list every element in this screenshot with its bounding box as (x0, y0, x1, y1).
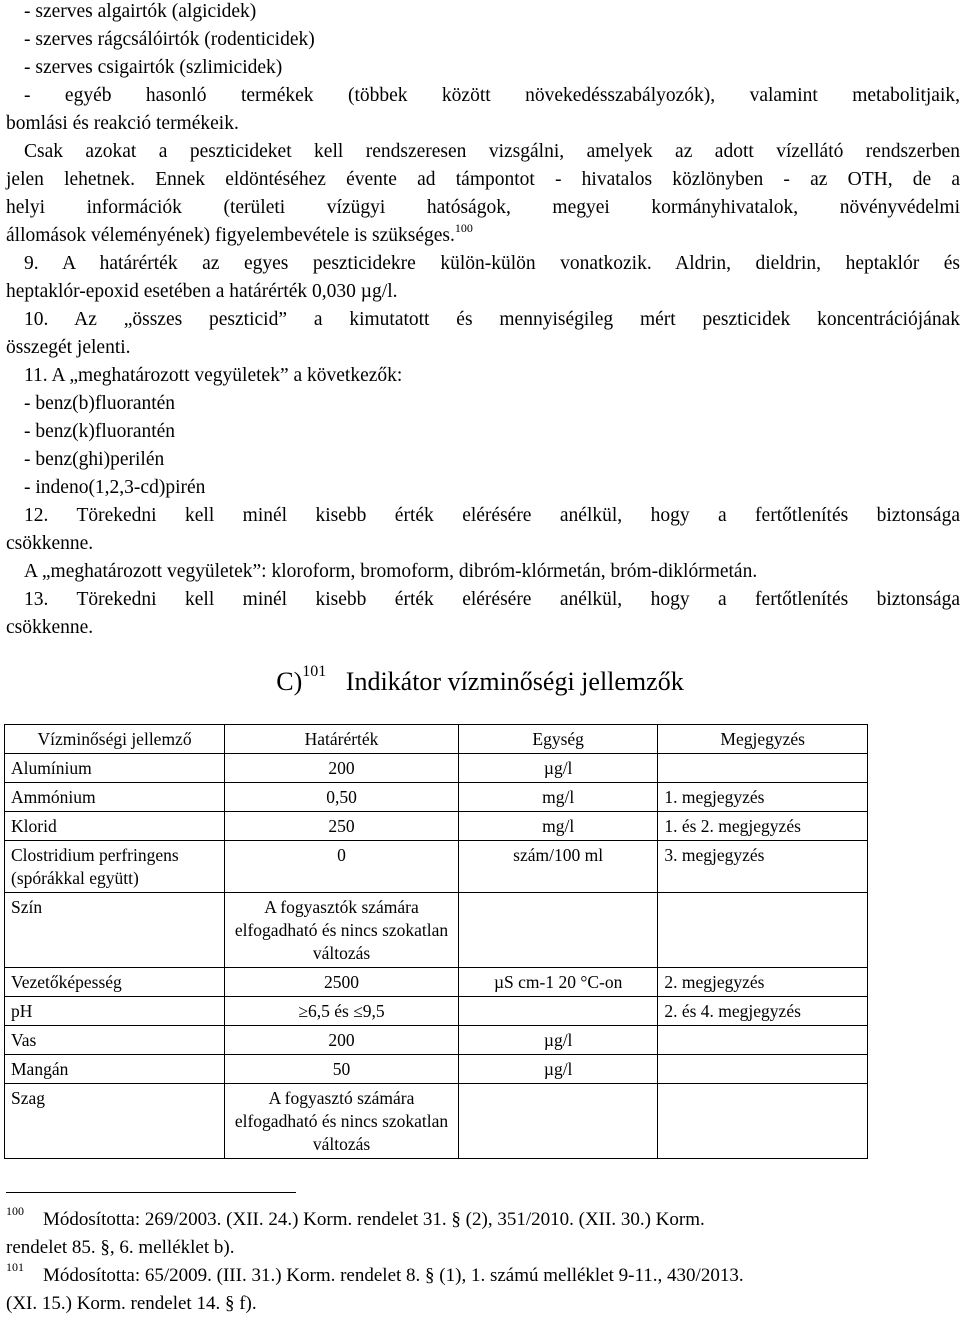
text-line: - benz(k)fluorantén (24, 421, 176, 442)
table-cell: 0,50 (225, 783, 459, 812)
table-cell: mg/l (458, 812, 657, 841)
table-cell: A fogyasztók számára elfogadható és nincs szokatlan változás (225, 893, 459, 968)
table-cell: 1. megjegyzés (658, 783, 868, 812)
table-header-cell: Határérték (225, 725, 459, 754)
table-cell: A fogyasztó számára elfogadható és nincs szokatlan változás (225, 1084, 459, 1159)
footnote-100 (6, 1206, 956, 1234)
table-cell: Vezetőképesség (5, 968, 225, 997)
table-cell (658, 1084, 868, 1159)
text-line: Csak azokat a peszticideket kell rendszeresen vizsgálni, amelyek az adott vízellátó rendszerben (24, 141, 960, 162)
table-cell: szám/100 ml (458, 841, 657, 893)
table-cell: 200 (225, 754, 459, 783)
section-heading (0, 662, 960, 702)
table-cell: Alumínium (5, 754, 225, 783)
table-cell: ≥6,5 és ≤9,5 (225, 997, 459, 1026)
text-line: 9. A határérték az egyes peszticidekre külön-külön vonatkozik. Aldrin, dieldrin, heptaklór és (24, 253, 960, 274)
table-cell: 50 (225, 1055, 459, 1084)
table-header-row (5, 725, 868, 754)
table-cell: µg/l (458, 1026, 657, 1055)
text-line: 11. A „meghatározott vegyületek” a következők: (24, 365, 403, 386)
footnote-divider (6, 1192, 296, 1193)
footnote-ref[interactable]: 100 (454, 221, 473, 235)
table-cell (658, 754, 868, 783)
table-row (5, 754, 868, 783)
heading-footnote-ref[interactable]: 101 (302, 663, 327, 680)
indicator-table (4, 724, 868, 1159)
table-cell (458, 1084, 657, 1159)
table-row (5, 1026, 868, 1055)
table-cell: Klorid (5, 812, 225, 841)
table-cell (658, 893, 868, 968)
heading-prefix: C) (276, 667, 303, 696)
table-cell: 2. és 4. megjegyzés (658, 997, 868, 1026)
table-cell: Szín (5, 893, 225, 968)
text-line: 12. Törekedni kell minél kisebb érték elérésére anélkül, hogy a fertőtlenítés biztonsága (24, 505, 960, 526)
text-line: helyi információk (területi vízügyi hatóságok, megyei kormányhivatalok, növényvédelmi (6, 197, 960, 218)
text-line: összegét jelenti. (6, 337, 131, 358)
table-cell (458, 893, 657, 968)
table-cell (458, 997, 657, 1026)
table-cell: Clostridium perfringens (spórákkal együtt) (5, 841, 225, 893)
table-cell: 200 (225, 1026, 459, 1055)
table-cell (658, 1055, 868, 1084)
table-cell: µg/l (458, 1055, 657, 1084)
footnote-101 (6, 1262, 956, 1290)
table-cell: Vas (5, 1026, 225, 1055)
table-row (5, 997, 868, 1026)
table-row (5, 893, 868, 968)
table-cell: 1. és 2. megjegyzés (658, 812, 868, 841)
table-cell: µS cm-1 20 °C-on (458, 968, 657, 997)
text-line: - szerves csigairtók (szlimicidek) (24, 57, 283, 78)
table-cell: µg/l (458, 754, 657, 783)
table-row (5, 841, 868, 893)
table-cell: 0 (225, 841, 459, 893)
table-cell: 2500 (225, 968, 459, 997)
text-line: - indeno(1,2,3-cd)pirén (24, 477, 206, 498)
heading-title: Indikátor vízminőségi jellemzők (345, 667, 684, 696)
table-header-cell: Vízminőségi jellemző (5, 725, 225, 754)
table-cell (658, 1026, 868, 1055)
table-cell: mg/l (458, 783, 657, 812)
table-header-cell: Megjegyzés (658, 725, 868, 754)
text-line: bomlási és reakció termékeik. (6, 113, 239, 134)
table-cell: Szag (5, 1084, 225, 1159)
text-line: állomások véleményének) figyelembevétele is szükséges.$^{100}$ (6, 221, 473, 246)
footnote-text: Módosította: 65/2009. (III. 31.) Korm. rendelet 8. § (1), 1. számú melléklet 9-11., 430/2013. (43, 1265, 744, 1286)
table-row (5, 1055, 868, 1084)
table-cell: pH (5, 997, 225, 1026)
text-line: - egyéb hasonló termékek (többek között növekedésszabályozók), valamint metabolitjaik, (24, 85, 960, 106)
table-cell: Mangán (5, 1055, 225, 1084)
table-row (5, 812, 868, 841)
text-line: - benz(b)fluorantén (24, 393, 176, 414)
table-cell: Ammónium (5, 783, 225, 812)
table-cell: 3. megjegyzés (658, 841, 868, 893)
footnote-101-cont: (XI. 15.) Korm. rendelet 14. § f). (6, 1293, 257, 1314)
text-line: jelen lehetnek. Ennek eldöntéséhez évente ad támpontot - hivatalos közlönyben - az OTH, de a (6, 169, 960, 190)
text-line: - szerves rágcsálóirtók (rodenticidek) (24, 29, 315, 50)
table-header-cell: Egység (458, 725, 657, 754)
table-cell: 250 (225, 812, 459, 841)
footnote-100-cont: rendelet 85. §, 6. melléklet b). (6, 1237, 235, 1258)
footnote-number: 101 (6, 1260, 24, 1274)
text-line: 10. Az „összes peszticid” a kimutatott és mennyiségileg mért peszticidek koncentrációjának (24, 309, 960, 330)
text-line: A „meghatározott vegyületek”: kloroform, bromoform, dibróm-klórmetán, bróm-diklórmetán. (24, 561, 758, 582)
table-row (5, 1084, 868, 1159)
text-line: 13. Törekedni kell minél kisebb érték elérésére anélkül, hogy a fertőtlenítés biztonsága (24, 589, 960, 610)
text-line: csökkenne. (6, 533, 94, 554)
table-row (5, 968, 868, 997)
text-line: - szerves algairtók (algicidek) (24, 1, 257, 22)
text-line: - benz(ghi)perilén (24, 449, 165, 470)
table-cell: 2. megjegyzés (658, 968, 868, 997)
text-line: csökkenne. (6, 617, 94, 638)
footnote-number: 100 (6, 1204, 24, 1218)
text-line: heptaklór-epoxid esetében a határérték 0,030 µg/l. (6, 281, 398, 302)
footnote-text: Módosította: 269/2003. (XII. 24.) Korm. rendelet 31. § (2), 351/2010. (XII. 30.) Korm. (43, 1209, 705, 1230)
table-row (5, 783, 868, 812)
